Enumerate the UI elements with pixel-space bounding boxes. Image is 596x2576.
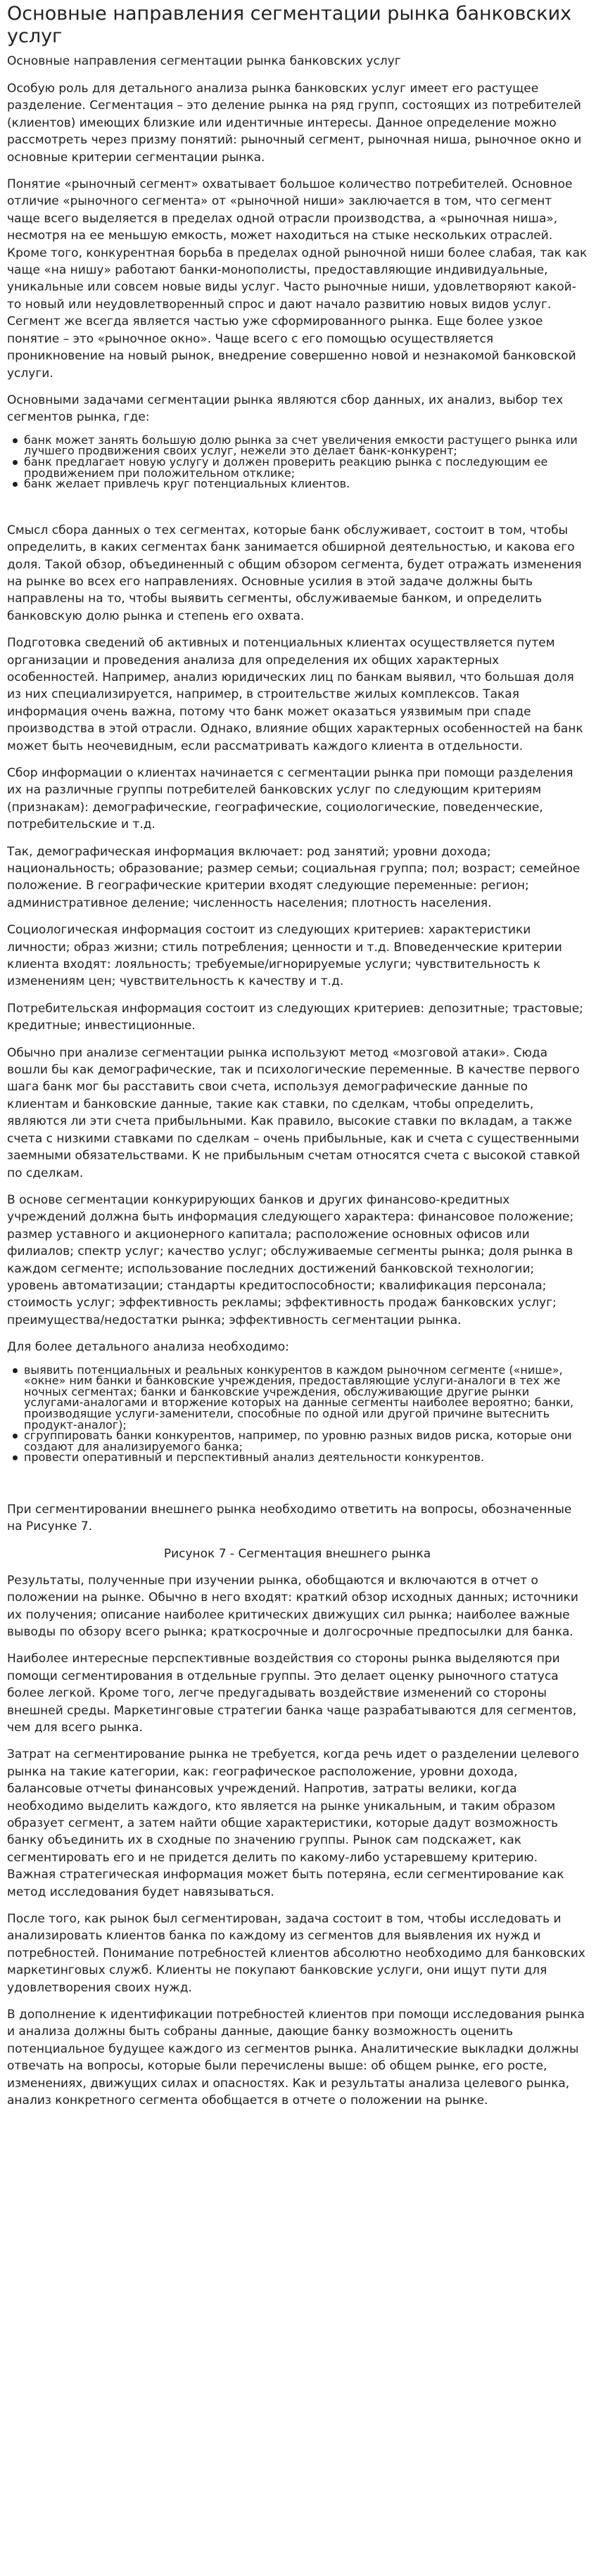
- paragraph: Особую роль для детального анализа рынка банковских услуг имеет его растущее разделение. Сегментация – это деление рынка на ряд групп, состоящих из потребителей (клиентов) имеющих близкие или идентичные интересы. Данное определение можно рассмотреть через призму понятий: рыночный сегмент, рыночная ниша, рыночное окно и основные критерии сегментации рынка.: [7, 82, 582, 165]
- paragraph: Результаты, полученные при изучении рынка, обобщаются и включаются в отчет о положении на рынке. Обычно в него входят: краткий обзор исходных данных; источники их получения; описание наиболее критических движущих сил рынка; наиболее важные выводы по обзору всего рынка; краткосрочные и долгосрочные предпосылки для банка.: [7, 1573, 578, 1639]
- paragraph: Социологическая информация состоит из следующих критериев: характеристики личности; образ жизни; стиль потребления; ценности и т.д. Вповеденческие критерии клиента входят: лояльность; требуемые/игнорируемые услуги; чувствительность к изменениям цен; чувствительность к качеству и т.д.: [7, 923, 562, 989]
- task-list: [7, 435, 588, 490]
- paragraph: Потребительская информация состоит из следующих критериев: депозитные; трастовые; кредитные; инвестиционные.: [7, 1001, 583, 1033]
- paragraph: Сбор информации о клиентах начинается с сегментации рынка при помощи разделения их на различные группы потребителей банковских услуг по следующим критериям (признакам): демографические, географические, социологические, поведенческие, потребительские и т.д.: [7, 765, 573, 832]
- paragraph: В дополнение к идентификации потребностей клиентов при помощи исследования рынка и анализа должны быть собраны данные, дающие банку возможность оценить потенциальное будущее каждого из сегментов рынка. Аналитические выкладки должны отвечать на вопросы, которые были перечислены выше: об общем рынке, его росте, изменениях, движущих силах и опасностях. Как и результаты анализа целевого рынка, анализ конкретного сегмента обобщается в отчете о положении на рынке.: [7, 2008, 585, 2108]
- paragraph: Смысл сбора данных о тех сегментах, которые банк обслуживает, состоит в том, чтобы определить, в каких сегментах банк занимается обширной деятельностью, и какова его доля. Такой обзор, объединенный с общим обзором сегмента, будет отражать изменения на рынке во всех его направлениях. Основные усилия в этой задаче должны быть направлены на то, чтобы выявить сегменты, обслуживаемые банком, и определить банковскую долю рынка и степень его охвата.: [7, 523, 582, 623]
- list-item: банк предлагает новую услугу и должен проверить реакцию рынка с последующим ее продвижением при положительном отклике;: [24, 457, 588, 478]
- list-item: провести оперативный и перспективный анализ деятельности конкурентов.: [24, 1452, 588, 1463]
- page-title: Основные направления сегментации рынка банковских услуг: [7, 3, 572, 47]
- paragraph: В основе сегментации конкурирующих банков и других финансово-кредитных учреждений должна быть информация следующего характера: финансовое положение; размер уставного и акционерного капитала; расположение основных офисов или филиалов; спектр услуг; качество услуг; обслуживаемые сегменты рынка; доля рынка в каждом сегменте; использование последних достижений банковской технологии; уровень автоматизации; стандарты кредитоспособности; квалификация персонала; стоимость услуг; эффективность рекламы; эффективность продаж банковских услуг; преимущества/недостатки рынка; эффективность сегментации рынка.: [7, 1192, 574, 1327]
- paragraph: Подготовка сведений об активных и потенциальных клиентах осуществляется путем организации и проведения анализа для определения их общих характерных особенностей. Например, анализ юридических лиц по банкам выявил, что большая доля из них специализируется, например, в строительстве жилых комплексов. Такая информация очень важна, потому что банк может оказаться уязвимым при спаде производства в этой отрасли. Однако, влияние общих характерных особенностей на банк может быть неочевидным, если рассматривать каждого клиента в отдельности.: [7, 636, 583, 753]
- paragraph: Для более детального анализа необходимо:: [7, 1340, 289, 1355]
- list-item: сгруппировать банки конкурентов, например, по уровню разных видов риска, которые они создают для анализируемого банка;: [24, 1430, 588, 1452]
- paragraph: Понятие «рыночный сегмент» охватывает большое количество потребителей. Основное отличие «рыночного сегмента» от «рыночной ниши» заключается в том, что сегмент чаще всего выделяется в пределах одной отрасли производства, а «рыночная ниша», несмотря на ее меньшую емкость, может находиться на стыке нескольких отраслей. Кроме того, конкурентная борьба в пределах одной рыночной ниши более слабая, так как чаще «на нишу» работают банки-монополисты, предоставляющие индивидуальные, уникальные или совсем новые виды услуг. Часто рыночные ниши, удовлетворяют какой-то новый или неудовлетворенный спрос и дают начало развитию новых видов услуг. Сегмент же всегда является частью уже сформированного рынка. Еще более узкое понятие – это «рыночное окно». Чаще всего с его помощью осуществляется проникновение на новый рынок, внедрение совершенно новой и незнакомой банковской услуги.: [7, 177, 588, 381]
- spacer: [7, 1473, 588, 1501]
- figure-caption: Рисунок 7 - Сегментация внешнего рынка: [163, 1546, 431, 1561]
- spacer: [7, 499, 588, 522]
- list-item: выявить потенциальных и реальных конкурентов в каждом рыночном сегменте («нише», «окне» ним банки и банковские учреждения, предоставляющие услуги-аналоги в тех же ночных сегментах; банки и банковские учреждения, обслуживающие другие рынки услугами-аналогами и вторжение которых на данные сегменты наиболее вероятно; банки, производящие услуги-заменители, способные по одной или другой причине вытеснить продукт-аналог);: [24, 1365, 588, 1431]
- analysis-list: [7, 1365, 588, 1463]
- page-subtitle: Основные направления сегментации рынка банковских услуг: [7, 54, 401, 68]
- paragraph: Так, демографическая информация включает: род занятий; уровни дохода; национальность; образование; размер семьи; социальная группа; пол; возраст; семейное положение. В географические критерии входят следующие переменные: регион; административное деление; численность населения; плотность населения.: [7, 844, 581, 910]
- paragraph: При сегментировании внешнего рынка необходимо ответить на вопросы, обозначенные на Рисунке 7.: [7, 1502, 572, 1534]
- paragraph: Основными задачами сегментации рынка являются сбор данных, их анализ, выбор тех сегментов рынка, где:: [7, 393, 564, 425]
- list-item: банк желает привлечь круг потенциальных клиентов.: [24, 478, 588, 490]
- paragraph: Затрат на сегментирование рынка не требуется, когда речь идет о разделении целевого рынка на такие категории, как: географическое расположение, уровни дохода, балансовые отчеты финансовых учреждений. Напротив, затраты велики, когда необходимо выделить каждого, кто является на рынке уникальным, и таким образом образует сегмент, а затем найти общие характеристики, которые дадут возможность банку объединить их в сходные по значению группы. Рынок сам подскажет, как сегментировать его и не придется делить по какому-либо устаревшему критерию. Важная стратегическая информация может быть потеряна, если сегментирование как метод исследования будет навязываться.: [7, 1747, 580, 1899]
- paragraph: Наиболее интересные перспективные воздействия со стороны рынка выделяются при помощи сегментирования в отдельные группы. Это делает оценку рыночного статуса более легкой. Кроме того, легче предугадывать воздействие изменений со стороны внешней среды. Маркетинговые стратегии банка чаще разрабатываются для сегментов, чем для всего рынка.: [7, 1652, 577, 1735]
- paragraph: После того, как рынок был сегментирован, задача состоит в том, чтобы исследовать и анализировать клиентов банка по каждому из сегментов для выявления их нужд и потребностей. Понимание потребностей клиентов абсолютно необходимо для банковских маркетинговых служб. Клиенты не покупают банковские услуги, они ищут пути для удовлетворения своих нужд.: [7, 1912, 585, 1995]
- list-item: банк может занять большую долю рынка за счет увеличения емкости растущего рынка или лучшего продвижения своих услуг, нежели это делает банк-конкурент;: [24, 435, 588, 457]
- paragraph: Обычно при анализе сегментации рынка используют метод «мозговой атаки». Сюда вошли бы как демографические, так и психологические переменные. В качестве первого шага банк мог бы расставить свои счета, используя демографические данные по клиентам и банковские данные, такие как ставки, по сделкам, чтобы определить, являются ли эти счета прибыльными. Как правило, высокие ставки по вкладам, а также счета с низкими ставками по сделкам – очень прибыльные, как и счета с существенными заемными обязательствами. К не прибыльным счетам относятся счета с высокой ставкой по сделкам.: [7, 1045, 581, 1180]
